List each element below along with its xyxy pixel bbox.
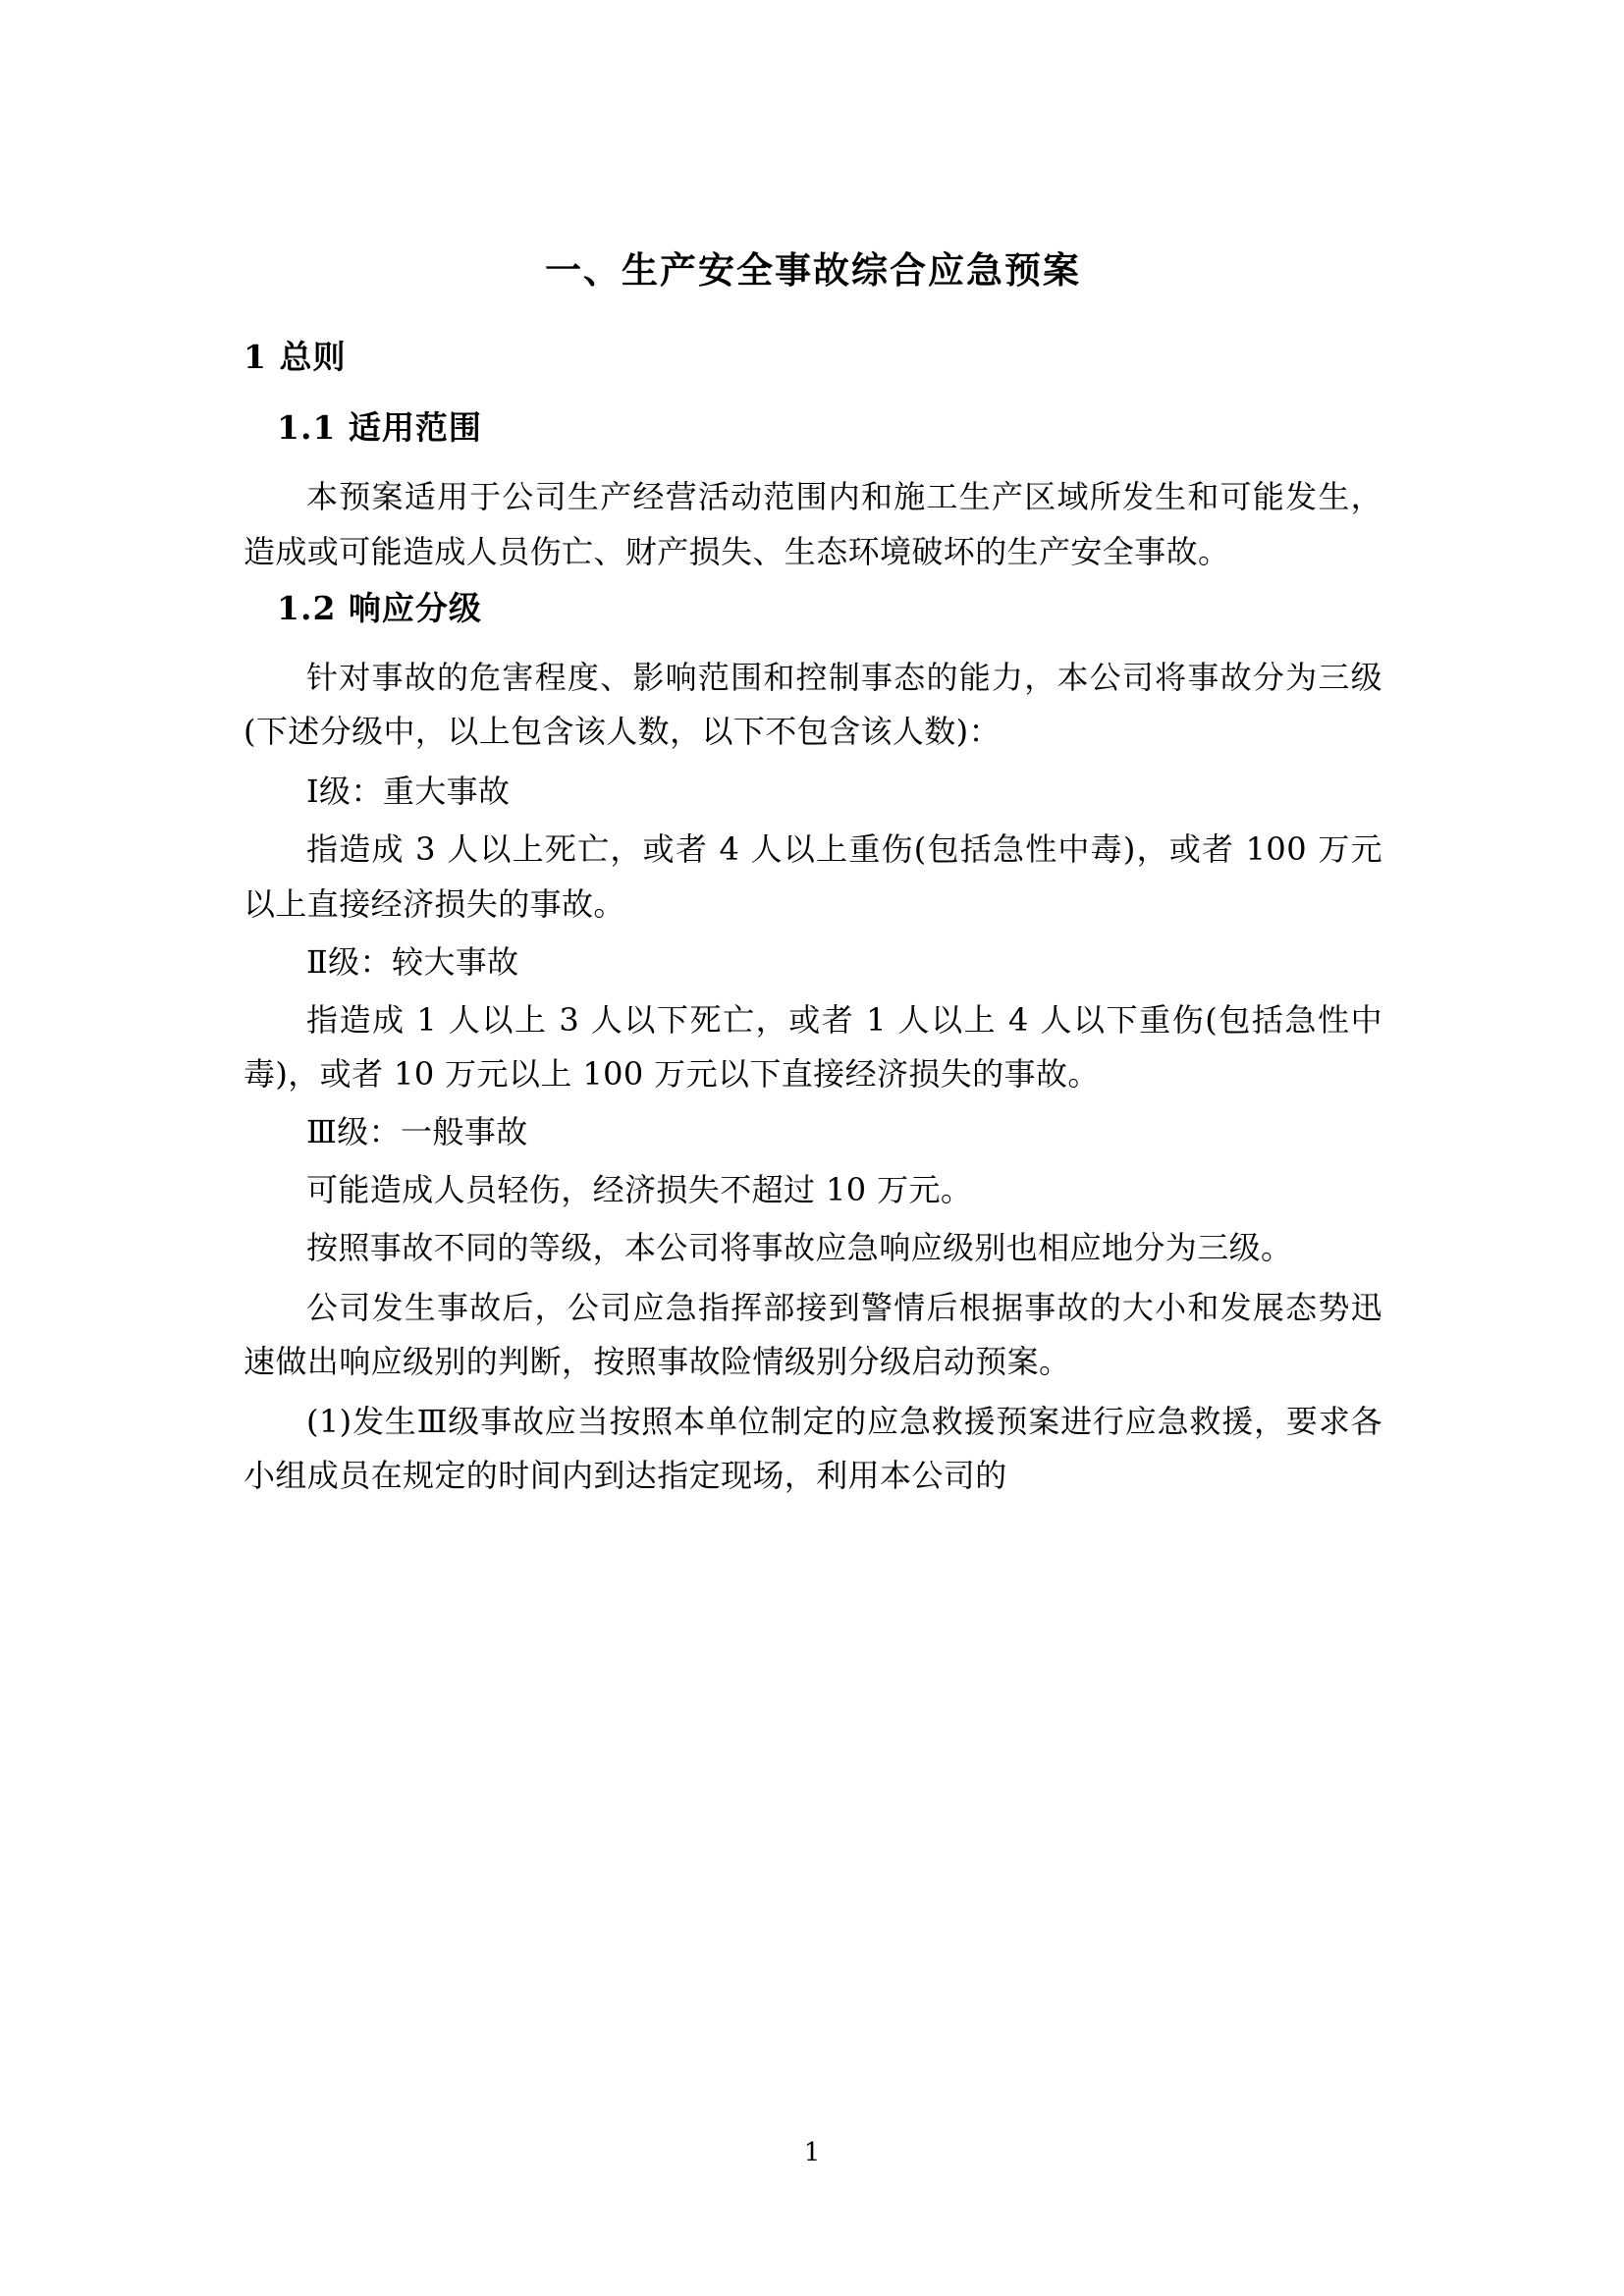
page-number: 1 — [803, 2138, 821, 2167]
heading-1-1-适用范围: 1.1 适用范围 — [277, 407, 482, 447]
paragraph-适用范围: 本预案适用于公司生产经营活动范围内和施工生产区域所发生和可能发生，造成或可能造成人员伤亡、财产损失、生态环境破坏的生产安全事故。 — [244, 478, 1382, 570]
paragraph-响应分级: 针对事故的危害程度、影响范围和控制事态的能力，本公司将事故分为三级(下述分级中，以上包含该人数，以下不包含该人数)： — [244, 659, 1382, 751]
paragraph-item-1: (1)发生Ⅲ级事故应当按照本单位制定的应急救援预案进行应急救援，要求各小组成员在规定的时间内到达指定现场，利用本公司的 — [244, 1402, 1382, 1494]
grade-label-2: Ⅱ级：较大事故 — [306, 942, 519, 981]
document-body — [244, 245, 1382, 1509]
heading-1-2-响应分级: 1.2 响应分级 — [277, 588, 482, 627]
page-title: 一、生产安全事故综合应急预案 — [545, 248, 1081, 292]
paragraph-command-judgement: 公司发生事故后，公司应急指挥部接到警情后根据事故的大小和发展态势迅速做出响应级别的判断，按照事故险情级别分级启动预案。 — [244, 1288, 1382, 1380]
grade-text-3: 可能造成人员轻伤，经济损失不超过 10 万元。 — [306, 1170, 973, 1208]
heading-1-总则: 1 总则 — [244, 337, 347, 376]
grade-text-1: 指造成 3 人以上死亡，或者 4 人以上重伤(包括急性中毒)，或者 100 万元以上直接经济损失的事故。 — [244, 830, 1382, 923]
grade-label-1: Ⅰ级：重大事故 — [306, 773, 511, 811]
grade-text-2: 指造成 1 人以上 3 人以下死亡，或者 1 人以上 4 人以下重伤(包括急性中毒)，或者 10 万元以上 100 万元以下直接经济损失的事故。 — [244, 1000, 1382, 1093]
grade-label-3: Ⅲ级：一般事故 — [306, 1112, 528, 1150]
paragraph-response-levels: 按照事故不同的等级，本公司将事故应急响应级别也相应地分为三级。 — [306, 1228, 1293, 1266]
